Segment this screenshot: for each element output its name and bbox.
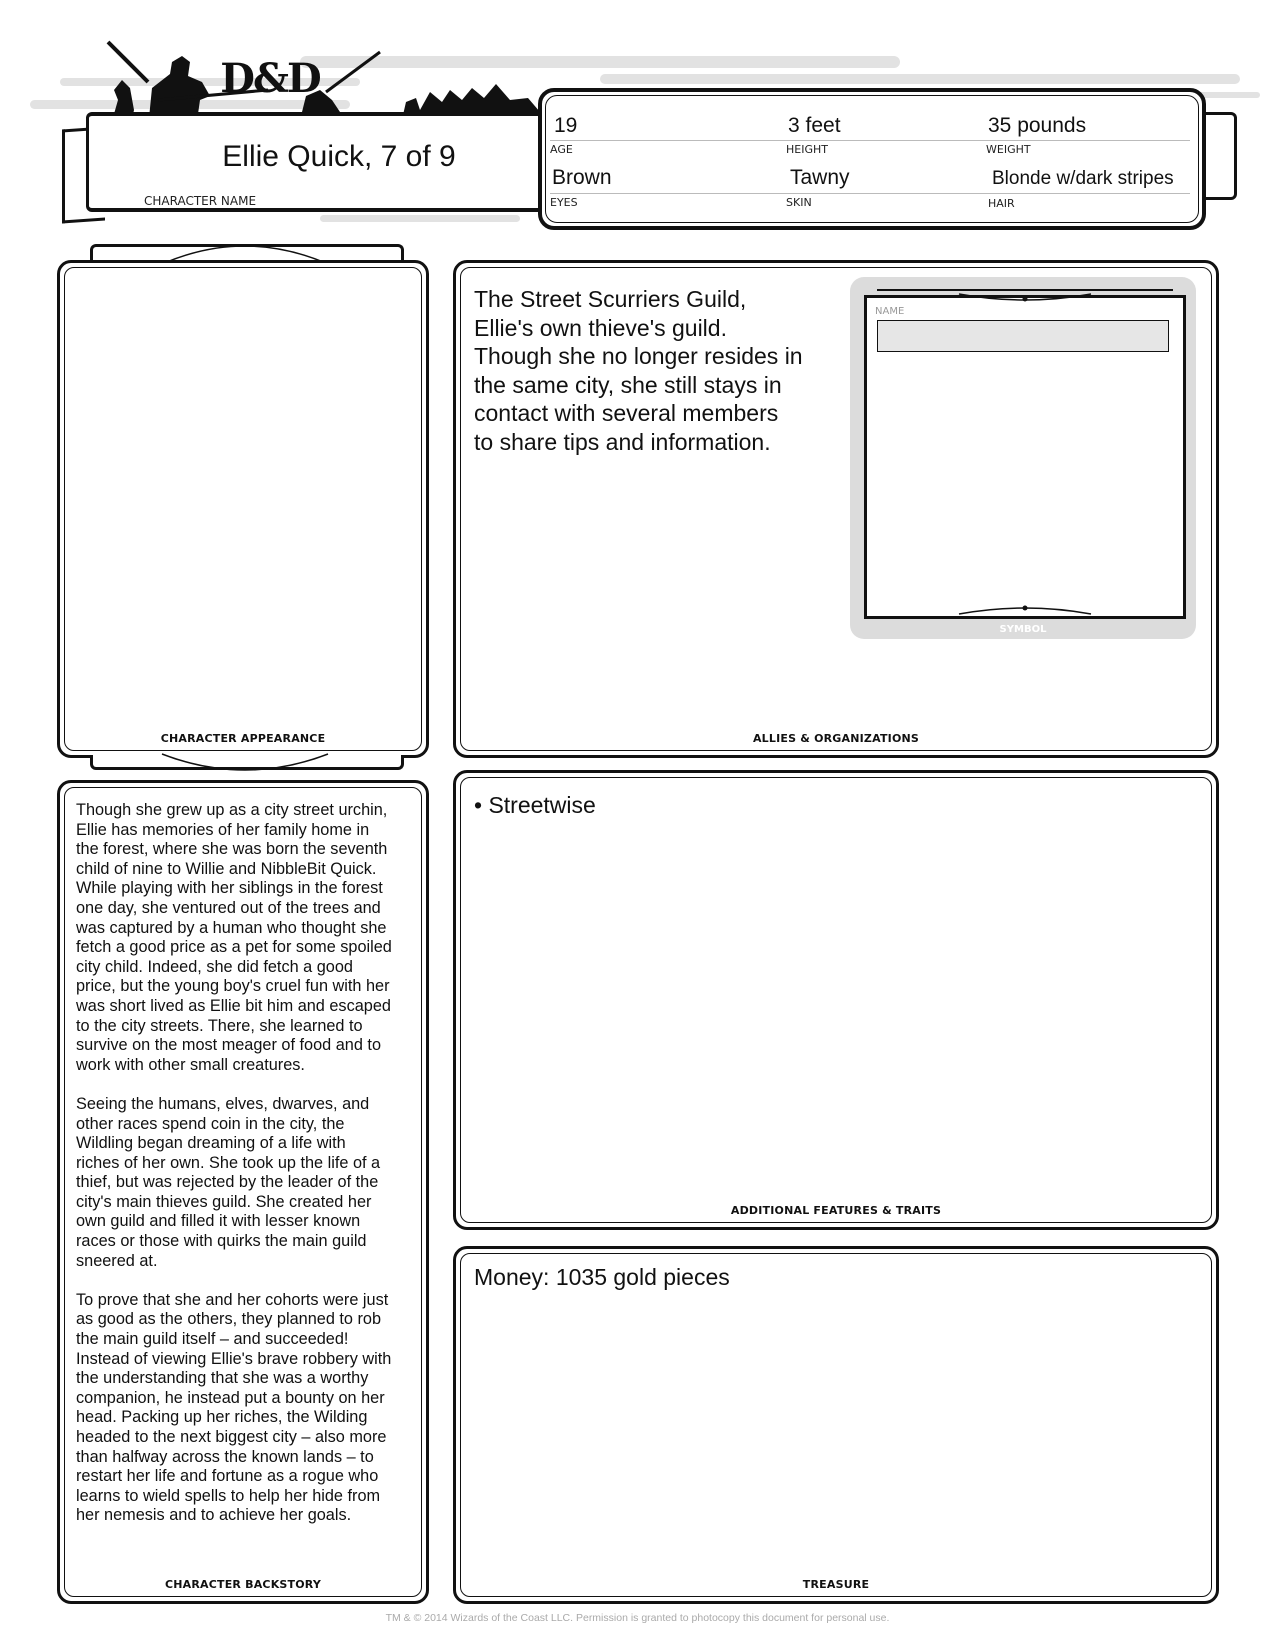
hair-value[interactable]: Blonde w/dark stripes	[992, 168, 1174, 189]
appearance-bottom-arc	[160, 752, 330, 774]
details-panel	[538, 88, 1206, 230]
features-text[interactable]: • Streetwise	[474, 792, 596, 818]
allies-box[interactable]	[453, 260, 1219, 758]
hair-label: HAIR	[988, 197, 1015, 210]
symbol-frame-inner[interactable]	[864, 295, 1186, 619]
smoke-decoration	[320, 215, 520, 222]
symbol-bottom-ornament	[863, 600, 1187, 620]
eyes-label: EYES	[550, 196, 578, 209]
backstory-label: CHARACTER BACKSTORY	[164, 1578, 322, 1591]
logo-text: D&D	[220, 54, 320, 102]
details-divider	[550, 193, 1190, 194]
height-value[interactable]: 3 feet	[788, 114, 841, 137]
height-label: HEIGHT	[786, 143, 828, 156]
allies-text[interactable]: The Street Scurriers Guild, Ellie's own thieve's guild. Though she no longer resides in the same city, she still stays in contact with several members to share tips and information.	[474, 286, 803, 455]
backstory-text[interactable]: Though she grew up as a city street urchin, Ellie has memories of her family home in the forest, where she was born the seventh child of nine to Willie and NibbleBit Quick. While playing with her siblings in the forest one day, she ventured out of the trees and was captured by a human who thought she fetch a good price as a pet for some spoiled city child. Indeed, she did fetch a good price, but the young boy's cruel fun with her was short lived as Ellie bit him and escaped to the city streets. There, she learned to survive on the most meager of food and to work with other small creatures. Seeing the humans, elves, dwarves, and other races spend coin in the city, the Wildling began dreaming of a life with riches of her own. She took up the life of a thief, but was rejected by the leader of the city's main thieves guild. She created her own guild and filled it with lesser known races or those with quirks the main guild sneered at. To prove that she and her cohorts were just as good as the others, they planned to rob the main guild itself – and succeeded! Instead of viewing Ellie's brave robbery with the understanding that she was a worthy companion, he instead put a bounty on her head. Packing up her riches, the Wilding headed to the next biggest city – also more than halfway across the known lands – to restart her life and fortune as a rogue who learns to wield spells to help her hide from her nemesis and to achieve her goals.	[76, 801, 392, 1525]
skin-label: SKIN	[786, 196, 812, 209]
symbol-top-ornament	[863, 288, 1187, 308]
features-label: ADDITIONAL FEATURES & TRAITS	[730, 1204, 942, 1217]
symbol-frame	[850, 277, 1196, 639]
weight-label: WEIGHT	[986, 143, 1031, 156]
features-box[interactable]	[453, 770, 1219, 1230]
character-name-label: CHARACTER NAME	[144, 194, 257, 208]
treasure-box[interactable]	[453, 1246, 1219, 1604]
appearance-box[interactable]	[57, 260, 429, 758]
appearance-label: CHARACTER APPEARANCE	[160, 732, 326, 745]
symbol-label: SYMBOL	[999, 624, 1047, 635]
symbol-name-label: NAME	[875, 306, 905, 317]
character-name[interactable]: Ellie Quick, 7 of 9	[222, 140, 456, 173]
treasure-text[interactable]: Money: 1035 gold pieces	[474, 1264, 730, 1290]
age-label: AGE	[550, 143, 573, 156]
footer-copyright: TM & © 2014 Wizards of the Coast LLC. Permission is granted to photocopy this document for personal use.	[385, 1612, 890, 1624]
treasure-label: TREASURE	[802, 1578, 870, 1591]
age-value[interactable]: 19	[554, 114, 578, 137]
skin-value[interactable]: Tawny	[790, 166, 850, 189]
smoke-decoration	[600, 74, 1240, 84]
allies-label: ALLIES & ORGANIZATIONS	[752, 732, 920, 745]
details-panel-inner-border	[545, 95, 1199, 223]
weight-value[interactable]: 35 pounds	[988, 114, 1087, 137]
dnd-logo	[215, 52, 325, 104]
symbol-name-input[interactable]	[877, 320, 1169, 352]
details-divider	[550, 140, 1190, 141]
backstory-box[interactable]	[57, 780, 429, 1604]
eyes-value[interactable]: Brown	[552, 166, 612, 189]
